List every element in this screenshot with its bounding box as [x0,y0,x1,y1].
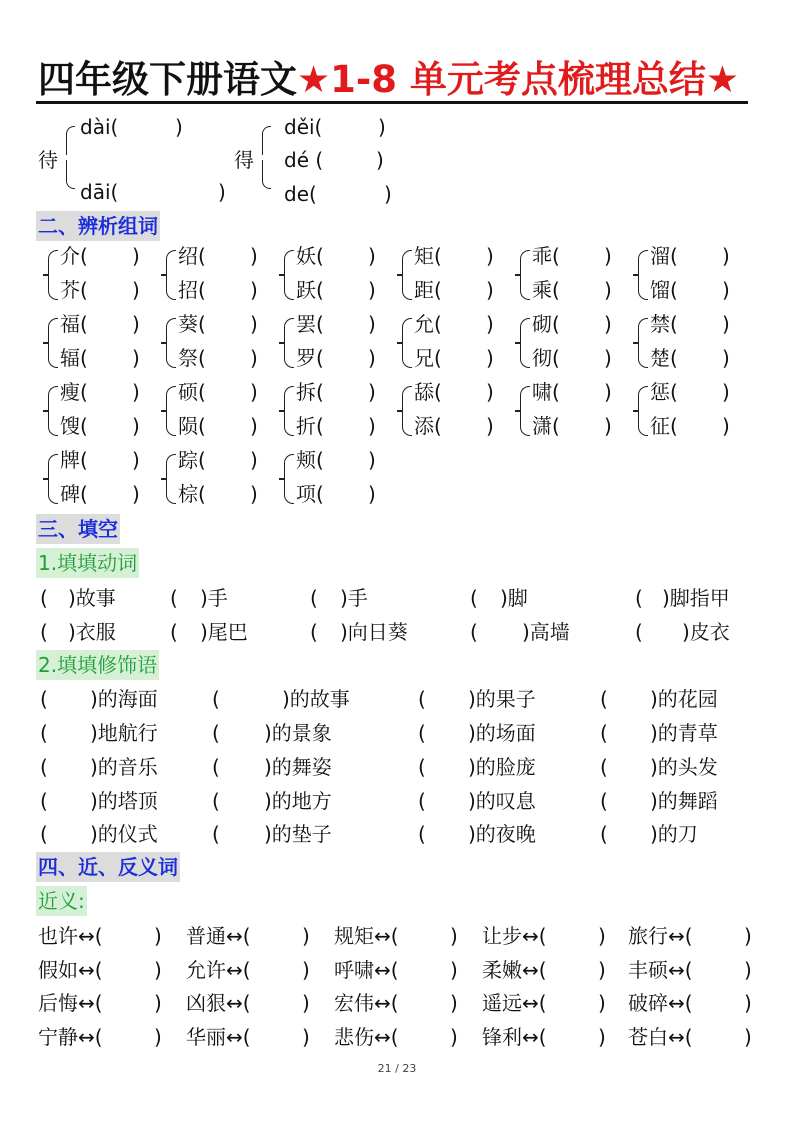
pinyin-reading: de( [284,182,317,206]
verb-blank-open: ( [310,620,318,644]
pair-word: 跃( [296,278,324,302]
pair-blank-close: ) [250,244,258,268]
modifier-blank-open: ( [600,721,608,745]
brace-icon [520,250,530,300]
synonym-word: 破碎↔( [628,991,693,1015]
pinyin-char-right: 得 [234,148,254,172]
pair-blank-close: ) [368,346,376,370]
verb-blank-open: ( [310,586,318,610]
subsection-heading-verbs: 1.填填动词 [36,548,139,578]
pair-blank-close: ) [250,278,258,302]
pair-word: 罢( [296,312,324,336]
pair-word: 绍( [178,244,206,268]
pair-word: 征( [650,414,678,438]
synonym-blank-close: ) [744,958,752,982]
synonym-word: 凶狠↔( [186,991,251,1015]
pair-blank-close: ) [604,380,612,404]
pair-word: 啸( [532,380,560,404]
synonym-word: 后悔↔( [38,991,103,1015]
pair-blank-close: ) [604,312,612,336]
modifier-blank-open: ( [418,789,426,813]
pair-blank-close: ) [486,346,494,370]
pair-blank-close: ) [368,244,376,268]
modifier-blank-open: ( [212,721,220,745]
pair-blank-close: ) [722,414,730,438]
modifier-phrase: )的景象 [264,721,332,745]
pair-word: 添( [414,414,442,438]
pair-word: 拆( [296,380,324,404]
pair-blank-close: ) [486,312,494,336]
synonym-blank-close: ) [154,1025,162,1049]
pair-word: 罗( [296,346,324,370]
pinyin-close: ) [175,115,183,139]
pair-word: 惩( [650,380,678,404]
pair-blank-close: ) [132,346,140,370]
brace-icon [638,318,648,368]
modifier-phrase: )的仪式 [90,822,158,846]
synonym-word: 遥远↔( [482,991,547,1015]
synonym-word: 丰硕↔( [628,958,693,982]
subsection-heading-synonyms: 近义: [36,886,87,916]
pair-blank-close: ) [722,380,730,404]
modifier-blank-open: ( [418,755,426,779]
pinyin-reading: dài( [80,115,119,139]
verb-phrase: )脚 [500,586,528,610]
verb-blank-open: ( [635,586,643,610]
synonym-blank-close: ) [302,991,310,1015]
pair-word: 潇( [532,414,560,438]
pair-word: 馊( [60,414,88,438]
modifier-phrase: )的海面 [90,687,158,711]
section-heading-4: 四、近、反义词 [36,852,180,882]
pair-word: 介( [60,244,88,268]
synonym-word: 旅行↔( [628,924,693,948]
synonym-word: 假如↔( [38,958,103,982]
modifier-blank-open: ( [600,755,608,779]
pair-word: 硕( [178,380,206,404]
brace-icon [166,454,176,504]
modifier-phrase: )的故事 [282,687,350,711]
synonym-word: 宁静↔( [38,1025,103,1049]
pair-blank-close: ) [132,244,140,268]
modifier-phrase: )的头发 [650,755,718,779]
modifier-blank-open: ( [212,822,220,846]
pinyin-brace-top [66,126,75,155]
pair-blank-close: ) [486,414,494,438]
brace-icon [48,386,58,436]
modifier-phrase: )的青草 [650,721,718,745]
pair-word: 折( [296,414,324,438]
modifier-phrase: )的果子 [468,687,536,711]
pair-blank-close: ) [722,278,730,302]
pair-word: 砌( [532,312,560,336]
pair-blank-close: ) [250,312,258,336]
pair-word: 项( [296,482,324,506]
synonym-word: 锋利↔( [482,1025,547,1049]
pair-blank-close: ) [132,312,140,336]
synonym-blank-close: ) [598,1025,606,1049]
synonym-blank-close: ) [450,958,458,982]
pinyin-reading: děi( [284,115,323,139]
verb-blank-open: ( [170,586,178,610]
modifier-phrase: )地航行 [90,721,158,745]
pair-word: 兄( [414,346,442,370]
page-number: 21 / 23 [377,1062,417,1075]
pinyin-close: ) [384,182,392,206]
verb-blank-open: ( [40,586,48,610]
synonym-blank-close: ) [598,924,606,948]
pair-word: 踪( [178,448,206,472]
pair-blank-close: ) [604,414,612,438]
verb-phrase: )尾巴 [200,620,248,644]
synonym-word: 华丽↔( [186,1025,251,1049]
pinyin-reading: dé ( [284,148,324,172]
pair-blank-close: ) [368,414,376,438]
pair-word: 陨( [178,414,206,438]
modifier-phrase: )的垫子 [264,822,332,846]
synonym-blank-close: ) [154,924,162,948]
verb-phrase: )脚指甲 [662,586,730,610]
pair-blank-close: ) [722,312,730,336]
brace-icon [402,318,412,368]
pinyin-brace-bottom [66,160,75,189]
pair-blank-close: ) [604,244,612,268]
page-title [38,56,739,104]
modifier-blank-open: ( [600,822,608,846]
verb-blank-open: ( [635,620,643,644]
section-heading-2: 二、辨析组词 [36,211,160,241]
modifier-phrase: )的刀 [650,822,698,846]
brace-icon [48,318,58,368]
pair-word: 碑( [60,482,88,506]
pair-word: 辐( [60,346,88,370]
pair-word: 舔( [414,380,442,404]
modifier-blank-open: ( [212,687,220,711]
modifier-blank-open: ( [40,822,48,846]
synonym-blank-close: ) [744,991,752,1015]
synonym-blank-close: ) [450,991,458,1015]
pair-blank-close: ) [250,482,258,506]
brace-icon [284,454,294,504]
synonym-blank-close: ) [450,1025,458,1049]
modifier-blank-open: ( [40,721,48,745]
modifier-phrase: )的舞姿 [264,755,332,779]
pinyin-close: ) [218,180,226,204]
synonym-word: 也许↔( [38,924,103,948]
verb-phrase: )皮衣 [682,620,730,644]
brace-icon [402,250,412,300]
synonym-word: 允许↔( [186,958,251,982]
pair-blank-close: ) [486,278,494,302]
pair-blank-close: ) [250,414,258,438]
star-icon: ★ [297,58,331,101]
brace-icon [520,386,530,436]
section-heading-3: 三、填空 [36,514,120,544]
pair-blank-close: ) [250,346,258,370]
synonym-blank-close: ) [154,991,162,1015]
modifier-phrase: )的脸庞 [468,755,536,779]
brace-icon [638,250,648,300]
modifier-blank-open: ( [40,687,48,711]
brace-icon [284,386,294,436]
synonym-word: 让步↔( [482,924,547,948]
modifier-phrase: )的场面 [468,721,536,745]
pair-blank-close: ) [368,380,376,404]
synonym-blank-close: ) [598,991,606,1015]
modifier-blank-open: ( [212,789,220,813]
synonym-blank-close: ) [598,958,606,982]
title-main: 四年级下册语文 [38,58,297,101]
pair-blank-close: ) [604,346,612,370]
verb-phrase: )手 [200,586,228,610]
synonym-word: 呼啸↔( [334,958,399,982]
pair-word: 乘( [532,278,560,302]
pair-word: 允( [414,312,442,336]
brace-icon [402,386,412,436]
synonym-blank-close: ) [744,1025,752,1049]
pair-blank-close: ) [368,448,376,472]
pair-blank-close: ) [368,278,376,302]
pinyin-brace-top [262,126,271,155]
pair-blank-close: ) [722,244,730,268]
synonym-blank-close: ) [154,958,162,982]
verb-phrase: )故事 [68,586,116,610]
synonym-blank-close: ) [302,1025,310,1049]
synonym-word: 柔嫩↔( [482,958,547,982]
pair-word: 颊( [296,448,324,472]
pair-word: 妖( [296,244,324,268]
modifier-blank-open: ( [418,721,426,745]
pinyin-close: ) [378,115,386,139]
pair-word: 瘦( [60,380,88,404]
pair-word: 葵( [178,312,206,336]
pair-blank-close: ) [486,380,494,404]
brace-icon [638,386,648,436]
pair-word: 牌( [60,448,88,472]
pair-word: 芥( [60,278,88,302]
synonym-word: 宏伟↔( [334,991,399,1015]
synonym-word: 普通↔( [186,924,251,948]
brace-icon [166,250,176,300]
pair-blank-close: ) [368,312,376,336]
synonym-word: 悲伤↔( [334,1025,399,1049]
synonym-word: 规矩↔( [334,924,399,948]
pair-blank-close: ) [250,380,258,404]
brace-icon [520,318,530,368]
synonym-blank-close: ) [744,924,752,948]
pair-word: 招( [178,278,206,302]
verb-phrase: )衣服 [68,620,116,644]
pair-blank-close: ) [250,448,258,472]
brace-icon [284,250,294,300]
pair-blank-close: ) [368,482,376,506]
pinyin-reading: dāi( [80,180,119,204]
modifier-phrase: )的叹息 [468,789,536,813]
pair-blank-close: ) [486,244,494,268]
pair-blank-close: ) [132,448,140,472]
pair-blank-close: ) [722,346,730,370]
brace-icon [48,454,58,504]
modifier-blank-open: ( [600,687,608,711]
star-icon: ★ [705,58,740,101]
verb-phrase: )高墙 [522,620,570,644]
verb-phrase: )向日葵 [340,620,408,644]
modifier-phrase: )的花园 [650,687,718,711]
pair-word: 馏( [650,278,678,302]
verb-blank-open: ( [470,620,478,644]
modifier-phrase: )的夜晚 [468,822,536,846]
pair-word: 福( [60,312,88,336]
synonym-word: 苍白↔( [628,1025,693,1049]
pair-blank-close: ) [132,278,140,302]
verb-blank-open: ( [40,620,48,644]
title-sub: 1-8 单元考点梳理总结 [330,58,706,101]
synonym-blank-close: ) [450,924,458,948]
pair-word: 乖( [532,244,560,268]
modifier-phrase: )的塔顶 [90,789,158,813]
pair-word: 楚( [650,346,678,370]
pair-word: 距( [414,278,442,302]
verb-blank-open: ( [170,620,178,644]
pinyin-char-left: 待 [38,148,58,172]
pinyin-brace-bottom [262,160,271,189]
brace-icon [284,318,294,368]
modifier-blank-open: ( [600,789,608,813]
pair-blank-close: ) [604,278,612,302]
pair-word: 溜( [650,244,678,268]
modifier-blank-open: ( [418,822,426,846]
pair-blank-close: ) [132,482,140,506]
brace-icon [166,318,176,368]
modifier-phrase: )的音乐 [90,755,158,779]
pair-blank-close: ) [132,414,140,438]
verb-blank-open: ( [470,586,478,610]
modifier-blank-open: ( [418,687,426,711]
modifier-blank-open: ( [212,755,220,779]
title-underline [36,101,748,104]
modifier-blank-open: ( [40,789,48,813]
pair-word: 祭( [178,346,206,370]
pair-word: 棕( [178,482,206,506]
pair-word: 禁( [650,312,678,336]
verb-phrase: )手 [340,586,368,610]
synonym-blank-close: ) [302,924,310,948]
pair-word: 矩( [414,244,442,268]
modifier-phrase: )的舞蹈 [650,789,718,813]
pair-word: 彻( [532,346,560,370]
modifier-phrase: )的地方 [264,789,332,813]
pinyin-close: ) [376,148,384,172]
synonym-blank-close: ) [302,958,310,982]
pair-blank-close: ) [132,380,140,404]
brace-icon [166,386,176,436]
brace-icon [48,250,58,300]
subsection-heading-modifiers: 2.填填修饰语 [36,650,159,680]
modifier-blank-open: ( [40,755,48,779]
